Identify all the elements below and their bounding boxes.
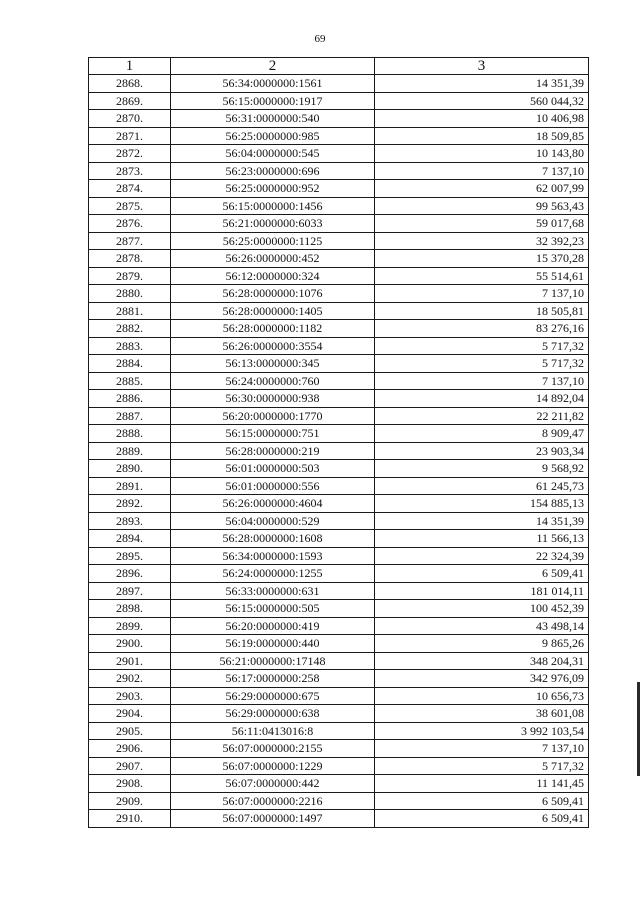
amount-value: 23 903,34 <box>375 442 589 460</box>
amount-value: 6 509,41 <box>375 565 589 583</box>
amount-value: 62 007,99 <box>375 180 589 198</box>
row-number: 2894. <box>89 530 171 548</box>
cadastral-number: 56:15:0000000:751 <box>171 425 375 443</box>
amount-value: 9 568,92 <box>375 460 589 478</box>
row-number: 2884. <box>89 355 171 373</box>
cadastral-number: 56:12:0000000:324 <box>171 267 375 285</box>
cadastral-number: 56:07:0000000:1497 <box>171 810 375 828</box>
amount-value: 6 509,41 <box>375 810 589 828</box>
row-number: 2875. <box>89 197 171 215</box>
amount-value: 7 137,10 <box>375 740 589 758</box>
amount-value: 83 276,16 <box>375 320 589 338</box>
row-number: 2905. <box>89 722 171 740</box>
table-row <box>89 425 589 443</box>
amount-value: 7 137,10 <box>375 162 589 180</box>
table-row <box>89 267 589 285</box>
table-row <box>89 442 589 460</box>
table-row <box>89 215 589 233</box>
amount-value: 11 141,45 <box>375 775 589 793</box>
row-number: 2899. <box>89 617 171 635</box>
table-row <box>89 127 589 145</box>
row-number: 2885. <box>89 372 171 390</box>
table-row <box>89 652 589 670</box>
table-row <box>89 162 589 180</box>
table-row <box>89 372 589 390</box>
row-number: 2896. <box>89 565 171 583</box>
cadastral-number: 56:07:0000000:442 <box>171 775 375 793</box>
table-row <box>89 600 589 618</box>
cadastral-number: 56:29:0000000:675 <box>171 687 375 705</box>
row-number: 2895. <box>89 547 171 565</box>
table-row <box>89 145 589 163</box>
table-row <box>89 75 589 93</box>
table-row <box>89 810 589 828</box>
table-row <box>89 320 589 338</box>
table-row <box>89 337 589 355</box>
table-row <box>89 670 589 688</box>
table-row <box>89 530 589 548</box>
cadastral-number: 56:34:0000000:1561 <box>171 75 375 93</box>
row-number: 2908. <box>89 775 171 793</box>
table-row <box>89 232 589 250</box>
table-row <box>89 565 589 583</box>
amount-value: 348 204,31 <box>375 652 589 670</box>
cadastral-number: 56:30:0000000:938 <box>171 390 375 408</box>
row-number: 2902. <box>89 670 171 688</box>
row-number: 2903. <box>89 687 171 705</box>
amount-value: 22 324,39 <box>375 547 589 565</box>
cadastral-number: 56:20:0000000:419 <box>171 617 375 635</box>
table-row <box>89 250 589 268</box>
amount-value: 38 601,08 <box>375 705 589 723</box>
table-row <box>89 792 589 810</box>
table-row <box>89 705 589 723</box>
row-number: 2897. <box>89 582 171 600</box>
cadastral-number: 56:21:0000000:17148 <box>171 652 375 670</box>
cadastral-number: 56:23:0000000:696 <box>171 162 375 180</box>
cadastral-number: 56:29:0000000:638 <box>171 705 375 723</box>
cadastral-number: 56:07:0000000:2155 <box>171 740 375 758</box>
cadastral-number: 56:25:0000000:1125 <box>171 232 375 250</box>
cadastral-number: 56:26:0000000:4604 <box>171 495 375 513</box>
cadastral-number: 56:28:0000000:1405 <box>171 302 375 320</box>
column-header-2: 2 <box>171 58 375 75</box>
cadastral-number: 56:11:0413016:8 <box>171 722 375 740</box>
row-number: 2883. <box>89 337 171 355</box>
cadastral-number: 56:25:0000000:952 <box>171 180 375 198</box>
table-row <box>89 407 589 425</box>
amount-value: 5 717,32 <box>375 355 589 373</box>
cadastral-number: 56:15:0000000:505 <box>171 600 375 618</box>
cadastral-number: 56:19:0000000:440 <box>171 635 375 653</box>
amount-value: 3 992 103,54 <box>375 722 589 740</box>
table-row <box>89 390 589 408</box>
page-number: 69 <box>314 33 326 45</box>
cadastral-number: 56:24:0000000:1255 <box>171 565 375 583</box>
table-row <box>89 197 589 215</box>
cadastral-number: 56:25:0000000:985 <box>171 127 375 145</box>
row-number: 2888. <box>89 425 171 443</box>
amount-value: 342 976,09 <box>375 670 589 688</box>
row-number: 2877. <box>89 232 171 250</box>
cadastral-number: 56:04:0000000:529 <box>171 512 375 530</box>
row-number: 2874. <box>89 180 171 198</box>
table-row <box>89 180 589 198</box>
row-number: 2873. <box>89 162 171 180</box>
amount-value: 7 137,10 <box>375 285 589 303</box>
cadastral-number: 56:28:0000000:219 <box>171 442 375 460</box>
row-number: 2900. <box>89 635 171 653</box>
amount-value: 32 392,23 <box>375 232 589 250</box>
cadastral-table <box>88 57 589 828</box>
table-row <box>89 460 589 478</box>
amount-value: 5 717,32 <box>375 757 589 775</box>
amount-value: 154 885,13 <box>375 495 589 513</box>
table-row <box>89 740 589 758</box>
cadastral-number: 56:24:0000000:760 <box>171 372 375 390</box>
row-number: 2892. <box>89 495 171 513</box>
amount-value: 18 505,81 <box>375 302 589 320</box>
table-row <box>89 722 589 740</box>
table-row <box>89 635 589 653</box>
table-row <box>89 285 589 303</box>
cadastral-number: 56:20:0000000:1770 <box>171 407 375 425</box>
row-number: 2880. <box>89 285 171 303</box>
table-row <box>89 495 589 513</box>
row-number: 2901. <box>89 652 171 670</box>
table-row <box>89 687 589 705</box>
row-number: 2881. <box>89 302 171 320</box>
amount-value: 22 211,82 <box>375 407 589 425</box>
row-number: 2887. <box>89 407 171 425</box>
cadastral-number: 56:28:0000000:1608 <box>171 530 375 548</box>
row-number: 2872. <box>89 145 171 163</box>
amount-value: 5 717,32 <box>375 337 589 355</box>
row-number: 2886. <box>89 390 171 408</box>
amount-value: 43 498,14 <box>375 617 589 635</box>
table-row <box>89 582 589 600</box>
cadastral-number: 56:01:0000000:556 <box>171 477 375 495</box>
amount-value: 100 452,39 <box>375 600 589 618</box>
table-header-row <box>89 58 589 75</box>
amount-value: 7 137,10 <box>375 372 589 390</box>
amount-value: 10 656,73 <box>375 687 589 705</box>
row-number: 2906. <box>89 740 171 758</box>
amount-value: 9 865,26 <box>375 635 589 653</box>
amount-value: 560 044,32 <box>375 92 589 110</box>
cadastral-number: 56:28:0000000:1182 <box>171 320 375 338</box>
cadastral-number: 56:04:0000000:545 <box>171 145 375 163</box>
table-row <box>89 775 589 793</box>
column-header-3: 3 <box>375 58 589 75</box>
amount-value: 18 509,85 <box>375 127 589 145</box>
row-number: 2904. <box>89 705 171 723</box>
amount-value: 14 351,39 <box>375 75 589 93</box>
amount-value: 6 509,41 <box>375 792 589 810</box>
amount-value: 10 143,80 <box>375 145 589 163</box>
cadastral-number: 56:13:0000000:345 <box>171 355 375 373</box>
row-number: 2871. <box>89 127 171 145</box>
table-row <box>89 477 589 495</box>
row-number: 2882. <box>89 320 171 338</box>
cadastral-number: 56:28:0000000:1076 <box>171 285 375 303</box>
amount-value: 59 017,68 <box>375 215 589 233</box>
row-number: 2893. <box>89 512 171 530</box>
cadastral-number: 56:07:0000000:2216 <box>171 792 375 810</box>
cadastral-number: 56:15:0000000:1917 <box>171 92 375 110</box>
amount-value: 11 566,13 <box>375 530 589 548</box>
cadastral-number: 56:26:0000000:452 <box>171 250 375 268</box>
row-number: 2910. <box>89 810 171 828</box>
row-number: 2876. <box>89 215 171 233</box>
cadastral-number: 56:33:0000000:631 <box>171 582 375 600</box>
row-number: 2870. <box>89 110 171 128</box>
table-row <box>89 512 589 530</box>
cadastral-number: 56:34:0000000:1593 <box>171 547 375 565</box>
row-number: 2898. <box>89 600 171 618</box>
table-row <box>89 547 589 565</box>
table-row <box>89 617 589 635</box>
cadastral-number: 56:07:0000000:1229 <box>171 757 375 775</box>
row-number: 2879. <box>89 267 171 285</box>
cadastral-number: 56:21:0000000:6033 <box>171 215 375 233</box>
row-number: 2889. <box>89 442 171 460</box>
amount-value: 99 563,43 <box>375 197 589 215</box>
row-number: 2890. <box>89 460 171 478</box>
row-number: 2878. <box>89 250 171 268</box>
cadastral-number: 56:15:0000000:1456 <box>171 197 375 215</box>
table-row <box>89 757 589 775</box>
table-row <box>89 110 589 128</box>
cadastral-number: 56:31:0000000:540 <box>171 110 375 128</box>
cadastral-number: 56:17:0000000:258 <box>171 670 375 688</box>
table-row <box>89 92 589 110</box>
amount-value: 10 406,98 <box>375 110 589 128</box>
amount-value: 61 245,73 <box>375 477 589 495</box>
row-number: 2891. <box>89 477 171 495</box>
row-number: 2907. <box>89 757 171 775</box>
table-row <box>89 355 589 373</box>
amount-value: 14 892,04 <box>375 390 589 408</box>
amount-value: 14 351,39 <box>375 512 589 530</box>
amount-value: 8 909,47 <box>375 425 589 443</box>
table-body <box>89 75 589 828</box>
column-header-1: 1 <box>89 58 171 75</box>
amount-value: 181 014,11 <box>375 582 589 600</box>
cadastral-number: 56:26:0000000:3554 <box>171 337 375 355</box>
amount-value: 55 514,61 <box>375 267 589 285</box>
table-row <box>89 302 589 320</box>
cadastral-number: 56:01:0000000:503 <box>171 460 375 478</box>
row-number: 2909. <box>89 792 171 810</box>
row-number: 2869. <box>89 92 171 110</box>
amount-value: 15 370,28 <box>375 250 589 268</box>
row-number: 2868. <box>89 75 171 93</box>
